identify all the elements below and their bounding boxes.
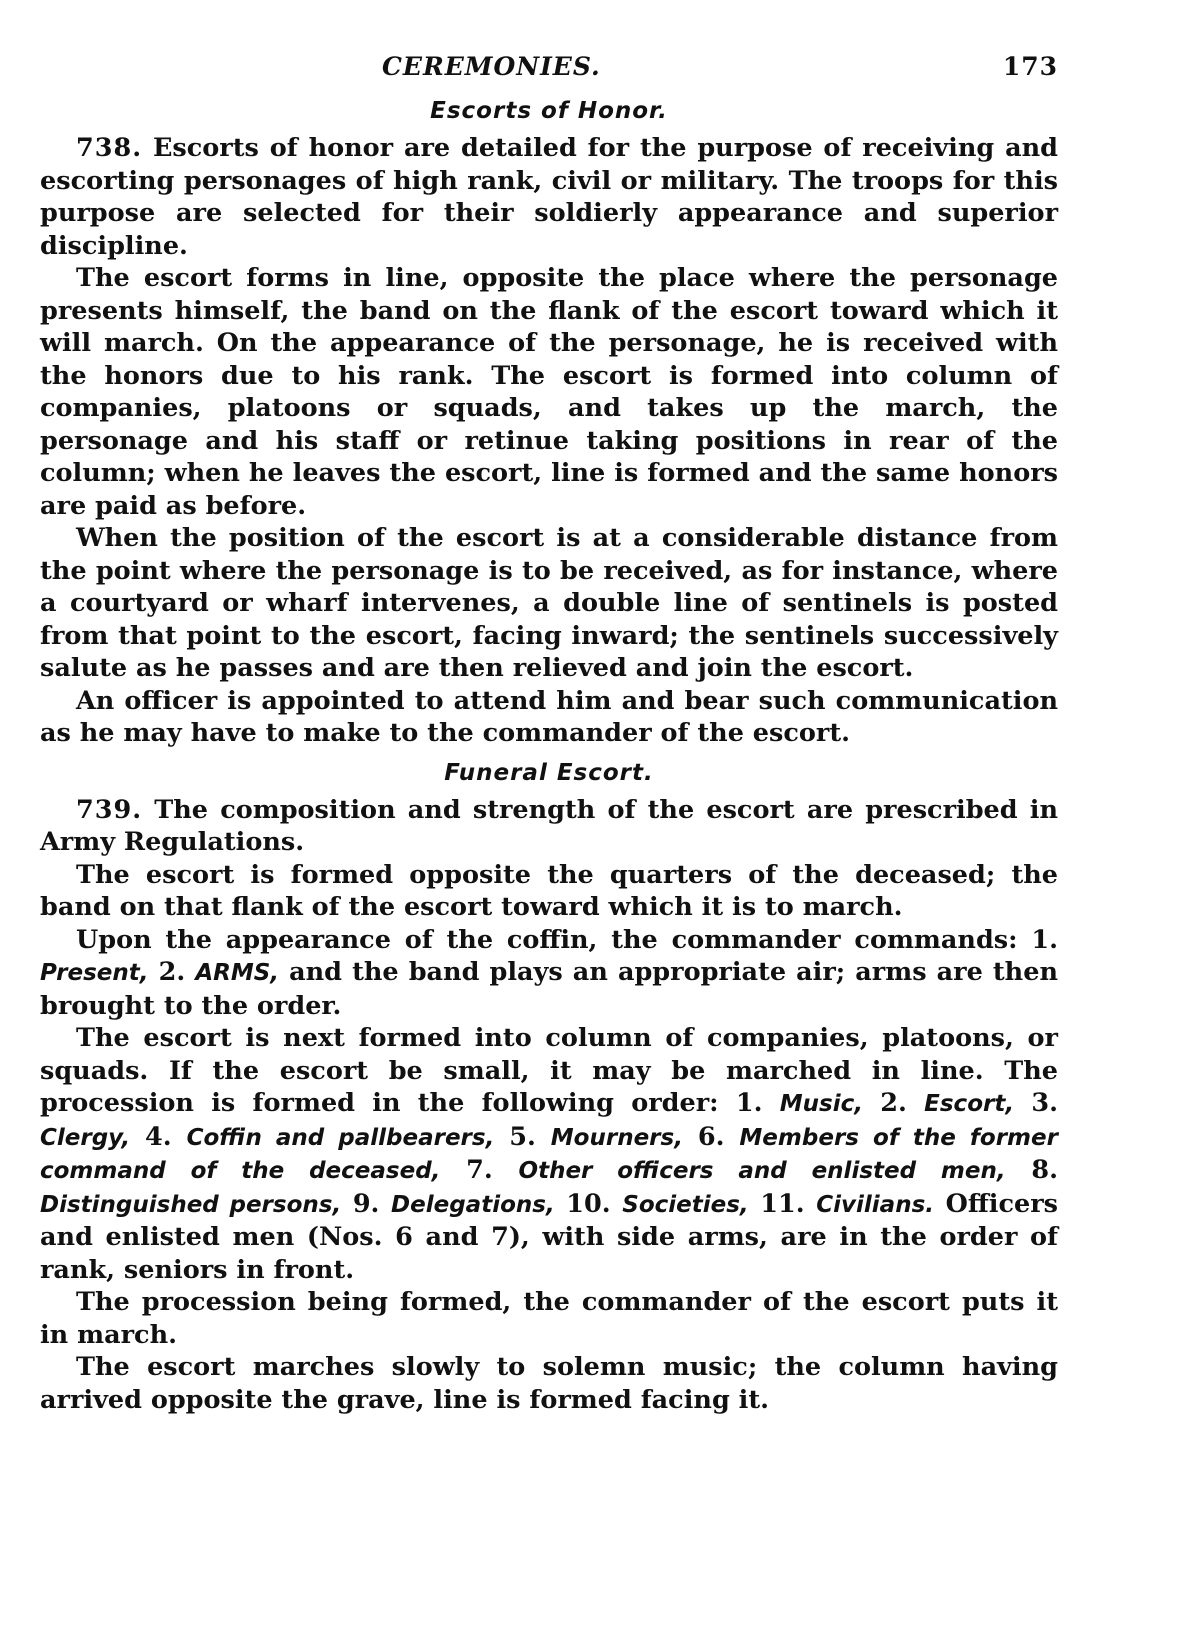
text: 3. (1031, 1088, 1058, 1118)
section-heading-funeral-escort: Funeral Escort. (444, 759, 654, 786)
book-page (40, 52, 1058, 1416)
paragraph (40, 1022, 1058, 1286)
paragraph-number: 738. (76, 133, 143, 163)
paragraph: An officer is appointed to attend him and bear such communication as he may have to make to the commander of the escort. (40, 685, 1058, 748)
text: and the band plays an appropriate air; arms are then brought to the order. (40, 957, 1058, 1021)
text: 10. (566, 1188, 611, 1219)
command-arms: ARMS, (195, 960, 280, 986)
text: 5. (509, 1121, 536, 1152)
order-item: Civilians. (816, 1191, 934, 1218)
paragraph-text: Escorts of honor are detailed for the purpose of receiving and escorting personages of high rank, civil or military. The troops for this purpose are selected for their soldierly appearance and superior discipline. (40, 133, 1058, 261)
paragraph (40, 132, 1058, 262)
order-item: Coffin and pallbearers, (186, 1124, 495, 1151)
text: The escort is next formed into column of companies, platoons, or squads. If the escort be small, it may be marched in line. The procession is formed in the following order: 1. (40, 1023, 1058, 1118)
paragraph: When the position of the escort is at a considerable distance from the point where the personage is to be received, as for instance, where a courtyard or wharf intervenes, a double line of sentinels is posted from that point to the escort, facing inward; the sentinels successively salute as he passes and are then relieved and join the escort. (40, 523, 1058, 683)
order-item: Music, (779, 1091, 863, 1117)
text: Officers and enlisted men (Nos. 6 and 7), with side arms, are in the order of rank, seniors in front. (40, 1188, 1058, 1285)
order-item: Delegations, (391, 1191, 555, 1218)
paragraph: The procession being formed, the commander of the escort puts it in march. (40, 1287, 1058, 1350)
order-item: Members of the former command of the deceased, (40, 1124, 1058, 1184)
order-item: Clergy, (40, 1124, 131, 1151)
text: Upon the appearance of the coffin, the commander commands: 1. (76, 924, 1058, 955)
text: 8. (1031, 1155, 1058, 1185)
command-present: Present, (40, 960, 149, 986)
text: 4. (145, 1121, 172, 1152)
section-heading-escorts-of-honor: Escorts of Honor. (430, 98, 668, 124)
text: 7. (466, 1155, 493, 1185)
paragraph-number: 739. (76, 794, 143, 825)
paragraph: The escort is formed opposite the quarters of the deceased; the band on that flank of the escort toward which it is to march. (40, 859, 1058, 922)
running-head-title: CEREMONIES. (382, 52, 601, 81)
page-number: 173 (1002, 52, 1058, 81)
text: 11. (760, 1188, 805, 1219)
paragraph (40, 794, 1058, 859)
paragraph: The escort marches slowly to solemn music; the column having arrived opposite the grave, line is formed facing it. (40, 1352, 1058, 1415)
order-item: Distinguished persons, (40, 1191, 342, 1218)
order-item: Escort, (924, 1091, 1015, 1117)
paragraph (40, 924, 1058, 1023)
text: 2. (880, 1088, 907, 1118)
text: 9. (352, 1188, 380, 1219)
text: 2. (158, 957, 186, 987)
order-item: Other officers and enlisted men, (518, 1158, 1006, 1184)
running-head (382, 52, 1058, 88)
order-item: Societies, (622, 1191, 749, 1218)
text: 6. (697, 1121, 725, 1152)
paragraph: The escort forms in line, opposite the place where the personage presents himself, the band on the flank of the escort toward which it will march. On the appearance of the personage, he is received with the honors due to his rank. The escort is formed into column of companies, platoons or squads, and takes up the march, the personage and his staff or retinue taking positions in rear of the column; when he leaves the escort, line is formed and the same honors are paid as before. (40, 263, 1058, 521)
paragraph-text: The composition and strength of the escort are prescribed in Army Regulations. (40, 794, 1058, 857)
order-item: Mourners, (550, 1124, 683, 1151)
